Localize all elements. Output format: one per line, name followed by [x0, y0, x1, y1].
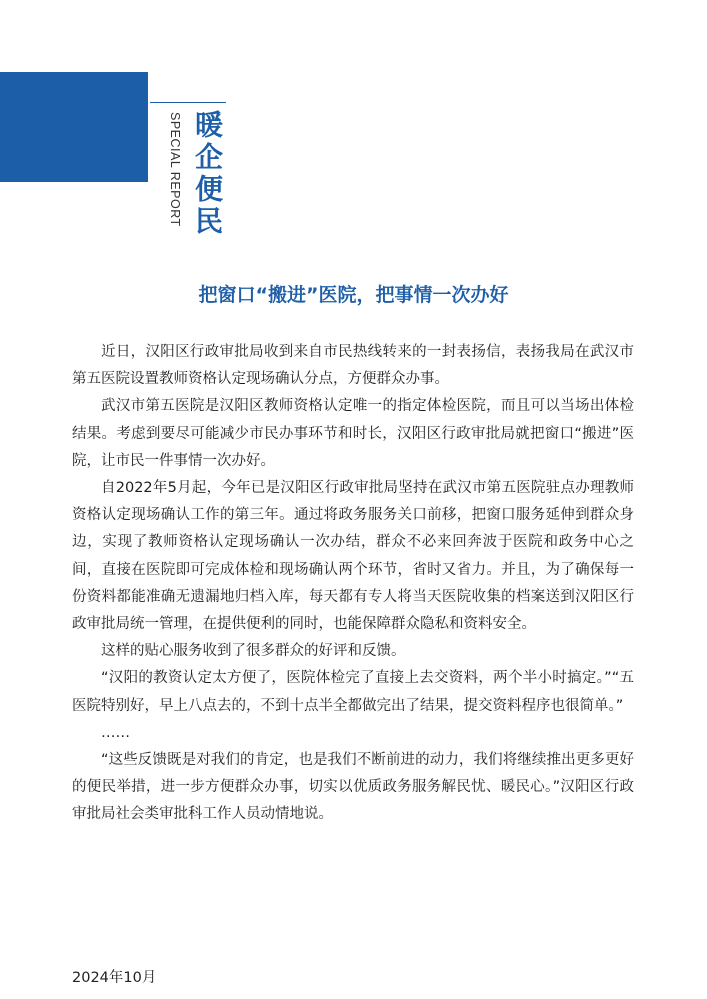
article-paragraph: 近日，汉阳区行政审批局收到来自市民热线转来的一封表扬信，表扬我局在武汉市第五医院设置教师资格认定现场确认分点，方便群众办事。 — [72, 344, 634, 388]
header-divider — [150, 102, 226, 103]
article-ellipsis: …… — [101, 724, 130, 741]
decorative-blue-block — [0, 72, 148, 182]
article-paragraph: “这些反馈既是对我们的肯定，也是我们不断前进的动力，我们将继续推出更多更好的便民举措，进一步方便群众办事，切实以优质政务服务解民忧、暖民心。”汉阳区行政审批局社会类审批科工作人员动情地说。 — [72, 752, 634, 823]
article-paragraph: 这样的贴心服务收到了很多群众的好评和反馈。 — [101, 643, 406, 660]
article-title: 把窗口“搬进”医院，把事情一次办好 — [198, 284, 509, 306]
section-title: 暖企便民 — [191, 110, 224, 238]
article-body — [72, 339, 634, 829]
article-paragraph: “汉阳的教资认定太方便了，医院体检完了直接上去交资料，两个半小时搞定。”“五医院特别好，早上八点去的，不到十点半全都做完出了结果，提交资料程序也很简单。” — [72, 670, 634, 714]
section-subtitle: SPECIAL REPORT — [168, 112, 182, 227]
issue-date: 2024年10月 — [72, 970, 157, 986]
article-paragraph: 武汉市第五医院是汉阳区教师资格认定唯一的指定体检医院，而且可以当场出体检结果。考虑到要尽可能减少市民办事环节和时长，汉阳区行政审批局就把窗口“搬进”医院，让市民一件事情一次办好。 — [72, 398, 634, 469]
article-paragraph: 自2022年5月起，今年已是汉阳区行政审批局坚持在武汉市第五医院驻点办理教师资格认定现场确认工作的第三年。通过将政务服务关口前移，把窗口服务延伸到群众身边，实现了教师资格认定现场确认一次办结，群众不必来回奔波于医院和政务中心之间，直接在医院即可完成体检和现场确认两个环节，省时又省力。并且，为了确保每一份资料都能准确无遗漏地归档入库，每天都有专人将当天医院收集的档案送到汉阳区行政审批局统一管理，在提供便利的同时，也能保障群众隐私和资料安全。 — [72, 480, 634, 633]
